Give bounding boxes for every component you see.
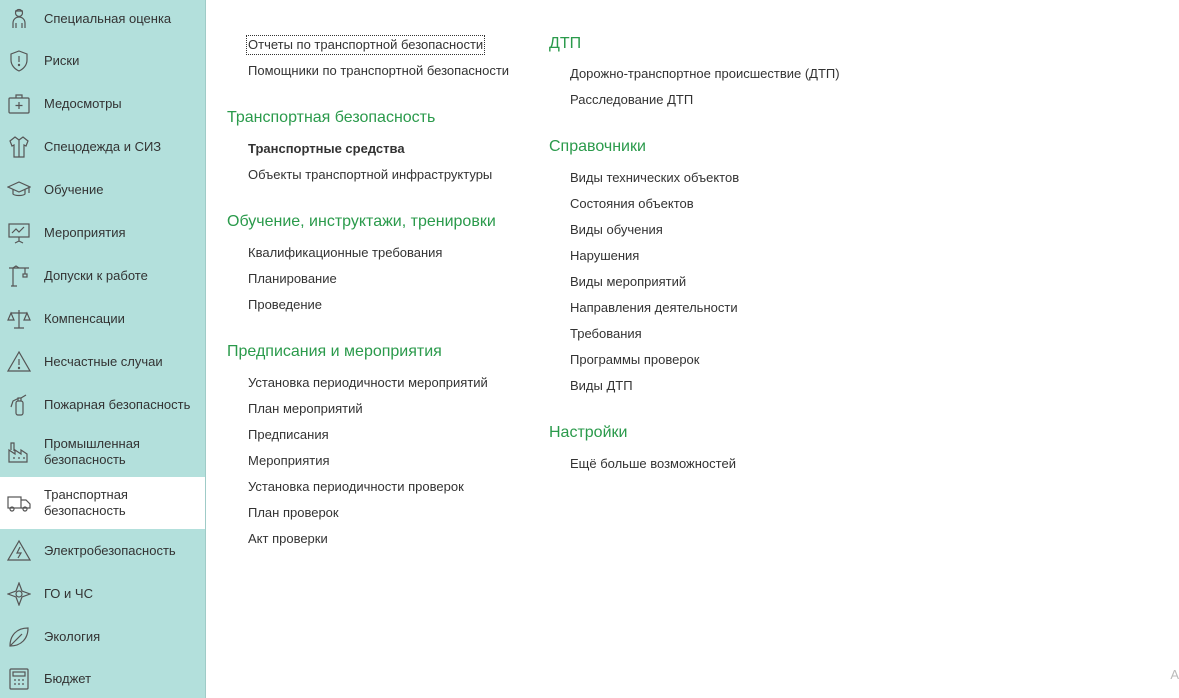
link-transport-safety-reports[interactable]: Отчеты по транспортной безопасности (248, 37, 484, 52)
link-conducting[interactable]: Проведение (248, 297, 322, 312)
sidebar-item-ecology[interactable] (0, 615, 205, 658)
link-technical-object-types[interactable]: Виды технических объектов (570, 170, 740, 185)
section-title-training: Обучение, инструктажи, тренировки (227, 213, 496, 230)
section-title-accidents: ДТП (549, 35, 582, 52)
calculator-icon (6, 666, 32, 692)
link-requirements[interactable]: Требования (570, 326, 642, 341)
link-transport-infrastructure[interactable]: Объекты транспортной инфраструктуры (248, 167, 493, 182)
sidebar-item-budget[interactable] (0, 658, 205, 698)
sidebar-item-electrical-safety[interactable] (0, 529, 205, 572)
sidebar-item-training[interactable] (0, 168, 205, 211)
ecology-icon (6, 624, 32, 650)
link-activity-directions[interactable]: Направления деятельности (570, 300, 738, 315)
link-events-periodicity[interactable]: Установка периодичности мероприятий (248, 375, 488, 390)
presentation-icon (6, 220, 32, 246)
sidebar-item-accidents[interactable] (0, 340, 205, 383)
sidebar-item-label: Мероприятия (44, 225, 126, 240)
link-vehicles[interactable]: Транспортные средства (248, 141, 405, 156)
sidebar-item-label: Обучение (44, 182, 104, 197)
sidebar-item-label: Экология (44, 629, 101, 644)
sidebar-item-label: Бюджет (44, 671, 92, 686)
link-accident-types[interactable]: Виды ДТП (570, 378, 633, 393)
link-inspection-act[interactable]: Акт проверки (248, 531, 328, 546)
clothing-icon (6, 134, 32, 160)
link-event-types[interactable]: Виды мероприятий (570, 274, 687, 289)
sidebar (0, 0, 206, 698)
electric-warning-icon (6, 538, 32, 564)
sidebar-item-label: Медосмотры (44, 96, 122, 111)
crane-icon (6, 263, 32, 289)
link-more-features[interactable]: Ещё больше возможностей (570, 456, 736, 471)
scales-icon (6, 306, 32, 332)
sidebar-item-label: Транспортная безопасность (44, 487, 128, 518)
truck-icon (6, 490, 32, 516)
civil-defense-icon (6, 581, 32, 607)
warning-icon (6, 349, 32, 375)
sidebar-item-label: Риски (44, 53, 80, 68)
link-inspections-periodicity[interactable]: Установка периодичности проверок (248, 479, 464, 494)
link-inspection-programs[interactable]: Программы проверок (570, 352, 700, 367)
sidebar-item-work-permits[interactable] (0, 254, 205, 297)
sidebar-item-label: Допуски к работе (44, 268, 148, 283)
link-violations[interactable]: Нарушения (570, 248, 640, 263)
link-object-states[interactable]: Состояния объектов (570, 196, 694, 211)
sidebar-item-risks[interactable] (0, 39, 205, 82)
sidebar-item-clothing[interactable] (0, 125, 205, 168)
link-events[interactable]: Мероприятия (248, 453, 330, 468)
sidebar-item-compensation[interactable] (0, 297, 205, 340)
sidebar-item-events[interactable] (0, 211, 205, 254)
section-title-settings: Настройки (549, 424, 628, 441)
section-title-prescriptions: Предписания и мероприятия (227, 343, 442, 360)
sidebar-item-special-assessment[interactable] (0, 0, 205, 39)
link-events-plan[interactable]: План мероприятий (248, 401, 363, 416)
sidebar-item-label: Специальная оценка (44, 11, 172, 26)
link-qualification-requirements[interactable]: Квалификационные требования (248, 245, 443, 260)
sidebar-item-industrial-safety[interactable] (0, 426, 205, 477)
corner-mark: А (1170, 667, 1179, 682)
sidebar-item-label: Спецодежда и СИЗ (44, 139, 162, 154)
section-title-references: Справочники (549, 138, 646, 155)
link-prescriptions[interactable]: Предписания (248, 427, 329, 442)
link-accident-investigation[interactable]: Расследование ДТП (570, 92, 694, 107)
sidebar-item-label: Компенсации (44, 311, 125, 326)
link-planning[interactable]: Планирование (248, 271, 337, 286)
link-inspections-plan[interactable]: План проверок (248, 505, 339, 520)
sidebar-item-civil-defense[interactable] (0, 572, 205, 615)
factory-icon (6, 439, 32, 465)
section-title-transport-safety: Транспортная безопасность (227, 109, 436, 126)
sidebar-item-label: Несчастные случаи (44, 354, 163, 369)
sidebar-item-fire-safety[interactable] (0, 383, 205, 426)
main-content (206, 0, 1179, 698)
sidebar-item-label: ГО и ЧС (44, 586, 93, 601)
shield-icon (6, 48, 32, 74)
sidebar-item-label: Электробезопасность (44, 543, 176, 558)
link-training-types[interactable]: Виды обучения (570, 222, 663, 237)
sidebar-item-label: Промышленная безопасность (44, 436, 140, 467)
sidebar-item-label: Пожарная безопасность (44, 397, 191, 412)
graduation-cap-icon (6, 177, 32, 203)
link-transport-safety-assistants[interactable]: Помощники по транспортной безопасности (248, 63, 510, 78)
worker-icon (6, 6, 32, 32)
fire-extinguisher-icon (6, 392, 32, 418)
sidebar-item-medical[interactable] (0, 82, 205, 125)
link-road-accident[interactable]: Дорожно-транспортное происшествие (ДТП) (570, 66, 840, 81)
sidebar-item-transport-safety[interactable] (0, 477, 205, 529)
medkit-icon (6, 91, 32, 117)
